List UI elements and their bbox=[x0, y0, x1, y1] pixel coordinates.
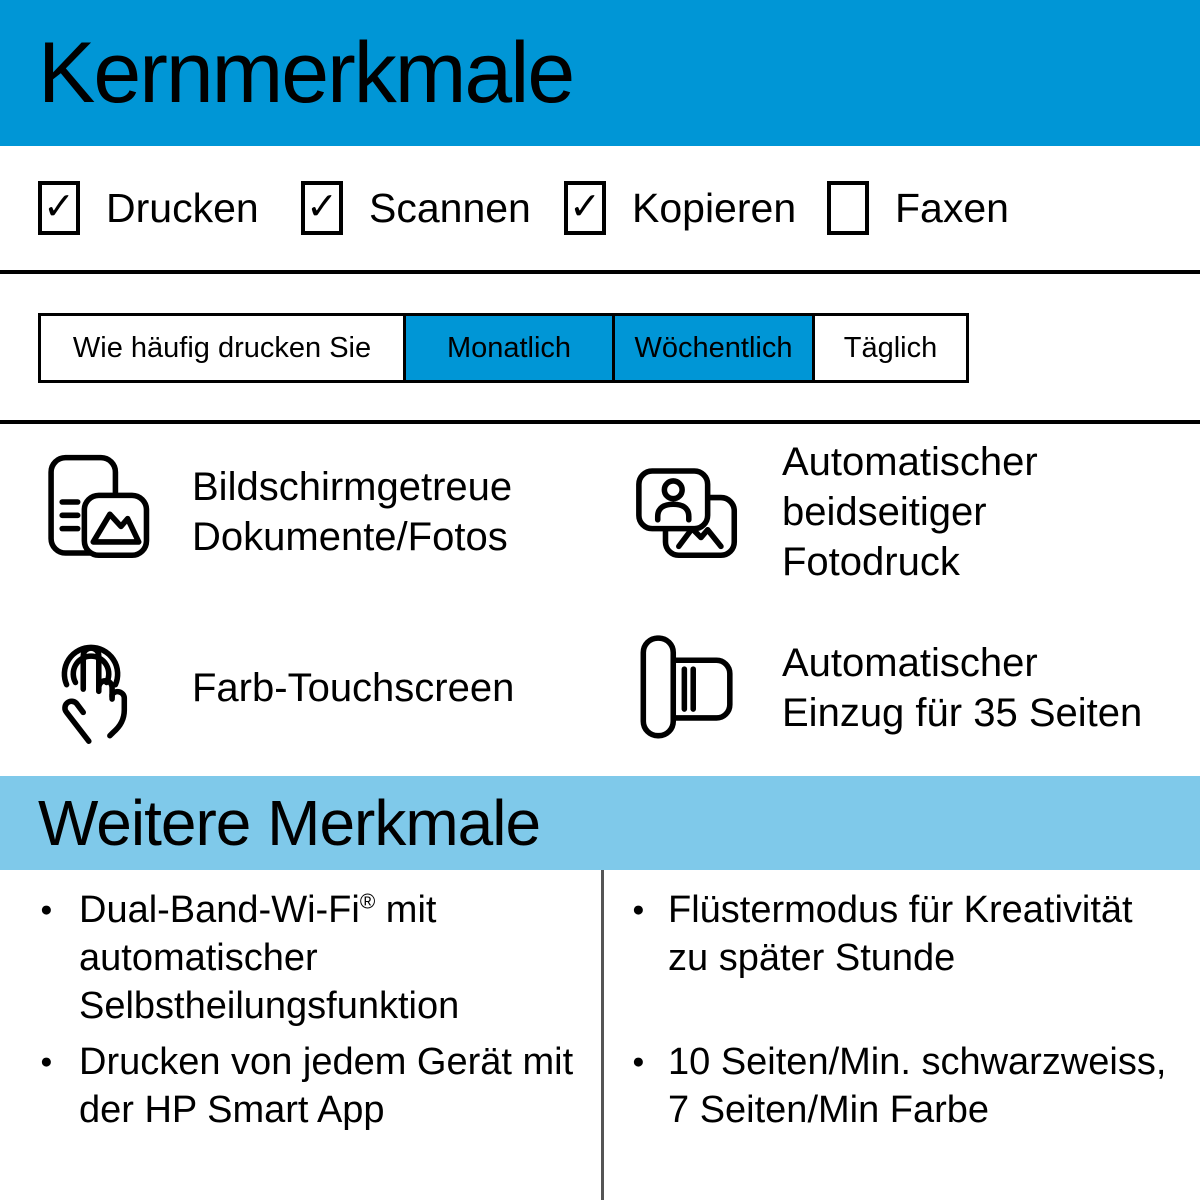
list-item: ● Drucken von jedem Gerät mit der HP Smart App bbox=[40, 1038, 601, 1134]
bullets-right-column bbox=[601, 870, 1200, 1200]
more-features-content bbox=[0, 870, 1200, 1200]
capability-label: Kopieren bbox=[632, 184, 797, 231]
feature-screen-accurate bbox=[40, 451, 630, 573]
list-item: ● Flüstermodus für Kreativität zu später Stunde bbox=[632, 886, 1200, 982]
feature-text: Bildschirmgetreue Dokumente/Fotos bbox=[192, 465, 513, 559]
feature-text: Farb-Touchscreen bbox=[192, 666, 515, 710]
bullets-left-column bbox=[0, 870, 601, 1200]
frequency-option-taeglich[interactable]: Täglich bbox=[812, 316, 966, 380]
feature-grid bbox=[0, 424, 1200, 776]
document-feeder-icon bbox=[630, 627, 752, 749]
capability-drucken bbox=[38, 181, 301, 235]
checkmark-icon: ✓ bbox=[569, 186, 601, 228]
document-photo-icon bbox=[40, 451, 162, 573]
capability-scannen bbox=[301, 181, 564, 235]
page-title: Kernmerkmale bbox=[38, 24, 574, 121]
list-item: ● 10 Seiten/Min. schwarzweiss, 7 Seiten/Min Farbe bbox=[632, 1038, 1200, 1134]
checkbox-faxen[interactable] bbox=[827, 181, 869, 235]
core-features-header bbox=[0, 0, 1200, 146]
more-features-header bbox=[0, 776, 1200, 870]
bullet-list bbox=[40, 886, 601, 1134]
print-frequency-table bbox=[38, 313, 969, 383]
checkmark-icon: ✓ bbox=[43, 186, 75, 228]
feature-text: Automatischer Einzug für 35 Seiten bbox=[782, 641, 1143, 735]
capability-label: Scannen bbox=[369, 184, 531, 231]
duplex-photo-print-icon bbox=[630, 451, 752, 573]
capability-faxen bbox=[827, 181, 1090, 235]
list-item: ● Dual-Band-Wi-Fi® mit automatischer Selbstheilungsfunktion bbox=[40, 886, 601, 1030]
checkbox-drucken[interactable] bbox=[38, 181, 80, 235]
checkbox-scannen[interactable] bbox=[301, 181, 343, 235]
feature-text: Automatischer beidseitiger Fotodruck bbox=[782, 440, 1038, 584]
capability-kopieren bbox=[564, 181, 827, 235]
frequency-option-woechentlich[interactable]: Wöchentlich bbox=[612, 316, 812, 380]
frequency-question: Wie häufig drucken Sie bbox=[41, 316, 403, 380]
feature-auto-feeder bbox=[630, 627, 1200, 749]
touchscreen-icon bbox=[40, 627, 162, 749]
feature-duplex-photo bbox=[630, 437, 1200, 587]
bullet-list bbox=[632, 886, 1200, 1134]
checkbox-kopieren[interactable] bbox=[564, 181, 606, 235]
capability-checkbox-row bbox=[0, 146, 1200, 270]
print-frequency-section bbox=[0, 274, 1200, 420]
feature-color-touchscreen bbox=[40, 627, 630, 749]
frequency-option-monatlich[interactable]: Monatlich bbox=[403, 316, 612, 380]
capability-label: Drucken bbox=[106, 184, 259, 231]
more-features-title: Weitere Merkmale bbox=[38, 787, 541, 859]
capability-label: Faxen bbox=[895, 184, 1009, 231]
checkmark-icon: ✓ bbox=[306, 186, 338, 228]
